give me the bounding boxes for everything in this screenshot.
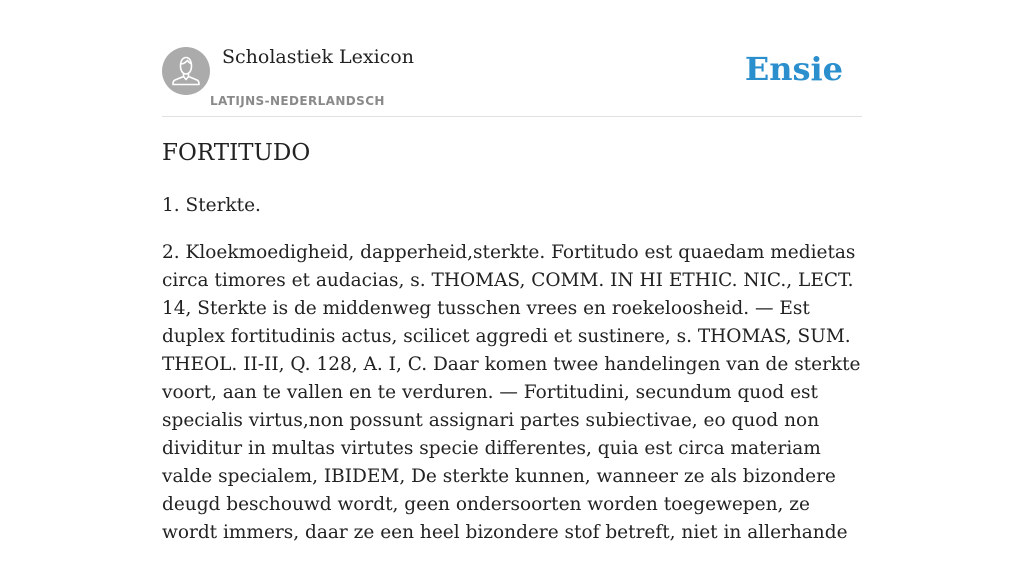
entry-definitions [162, 192, 862, 566]
user-placeholder-icon [162, 47, 210, 95]
avatar[interactable] [162, 47, 210, 95]
entry-headword: FORTITUDO [162, 140, 311, 166]
brand-logo[interactable]: Ensie [744, 50, 843, 88]
definition-2: 2. Kloekmoedigheid, dapperheid,sterkte. Fortitudo est quaedam medietas circa timores et audacias, s. THOMAS, COMM. IN HI ETHIC. NIC., LECT. 14, Sterkte is de middenweg tusschen vrees en roekeloosheid. — Est duplex fortitudinis actus, scilicet aggredi et sustinere, s. THOMAS, SUM. THEOL. II-II, Q. 128, A. I, C. Daar komen twee handelingen van de sterkte voort, aan te vallen en te verduren. — Fortitudini, secundum quod est specialis virtus,non possunt assignari partes subiectivae, eo quod non dividitur in multas virtutes specie differentes, quia est circa materiam valde specialem, IBIDEM, De sterkte kunnen, wanneer ze als bizondere deugd beschouwd wordt, geen ondersoorten worden toegewepen, ze wordt immers, daar ze een heel bizondere stof betreft, niet in allerhande [162, 242, 861, 543]
source-title[interactable]: Scholastiek Lexicon [222, 46, 414, 68]
source-subtitle: LATIJNS-NEDERLANDSCH [210, 94, 385, 108]
definition-1: 1. Sterkte. [162, 195, 261, 216]
header [162, 46, 862, 117]
